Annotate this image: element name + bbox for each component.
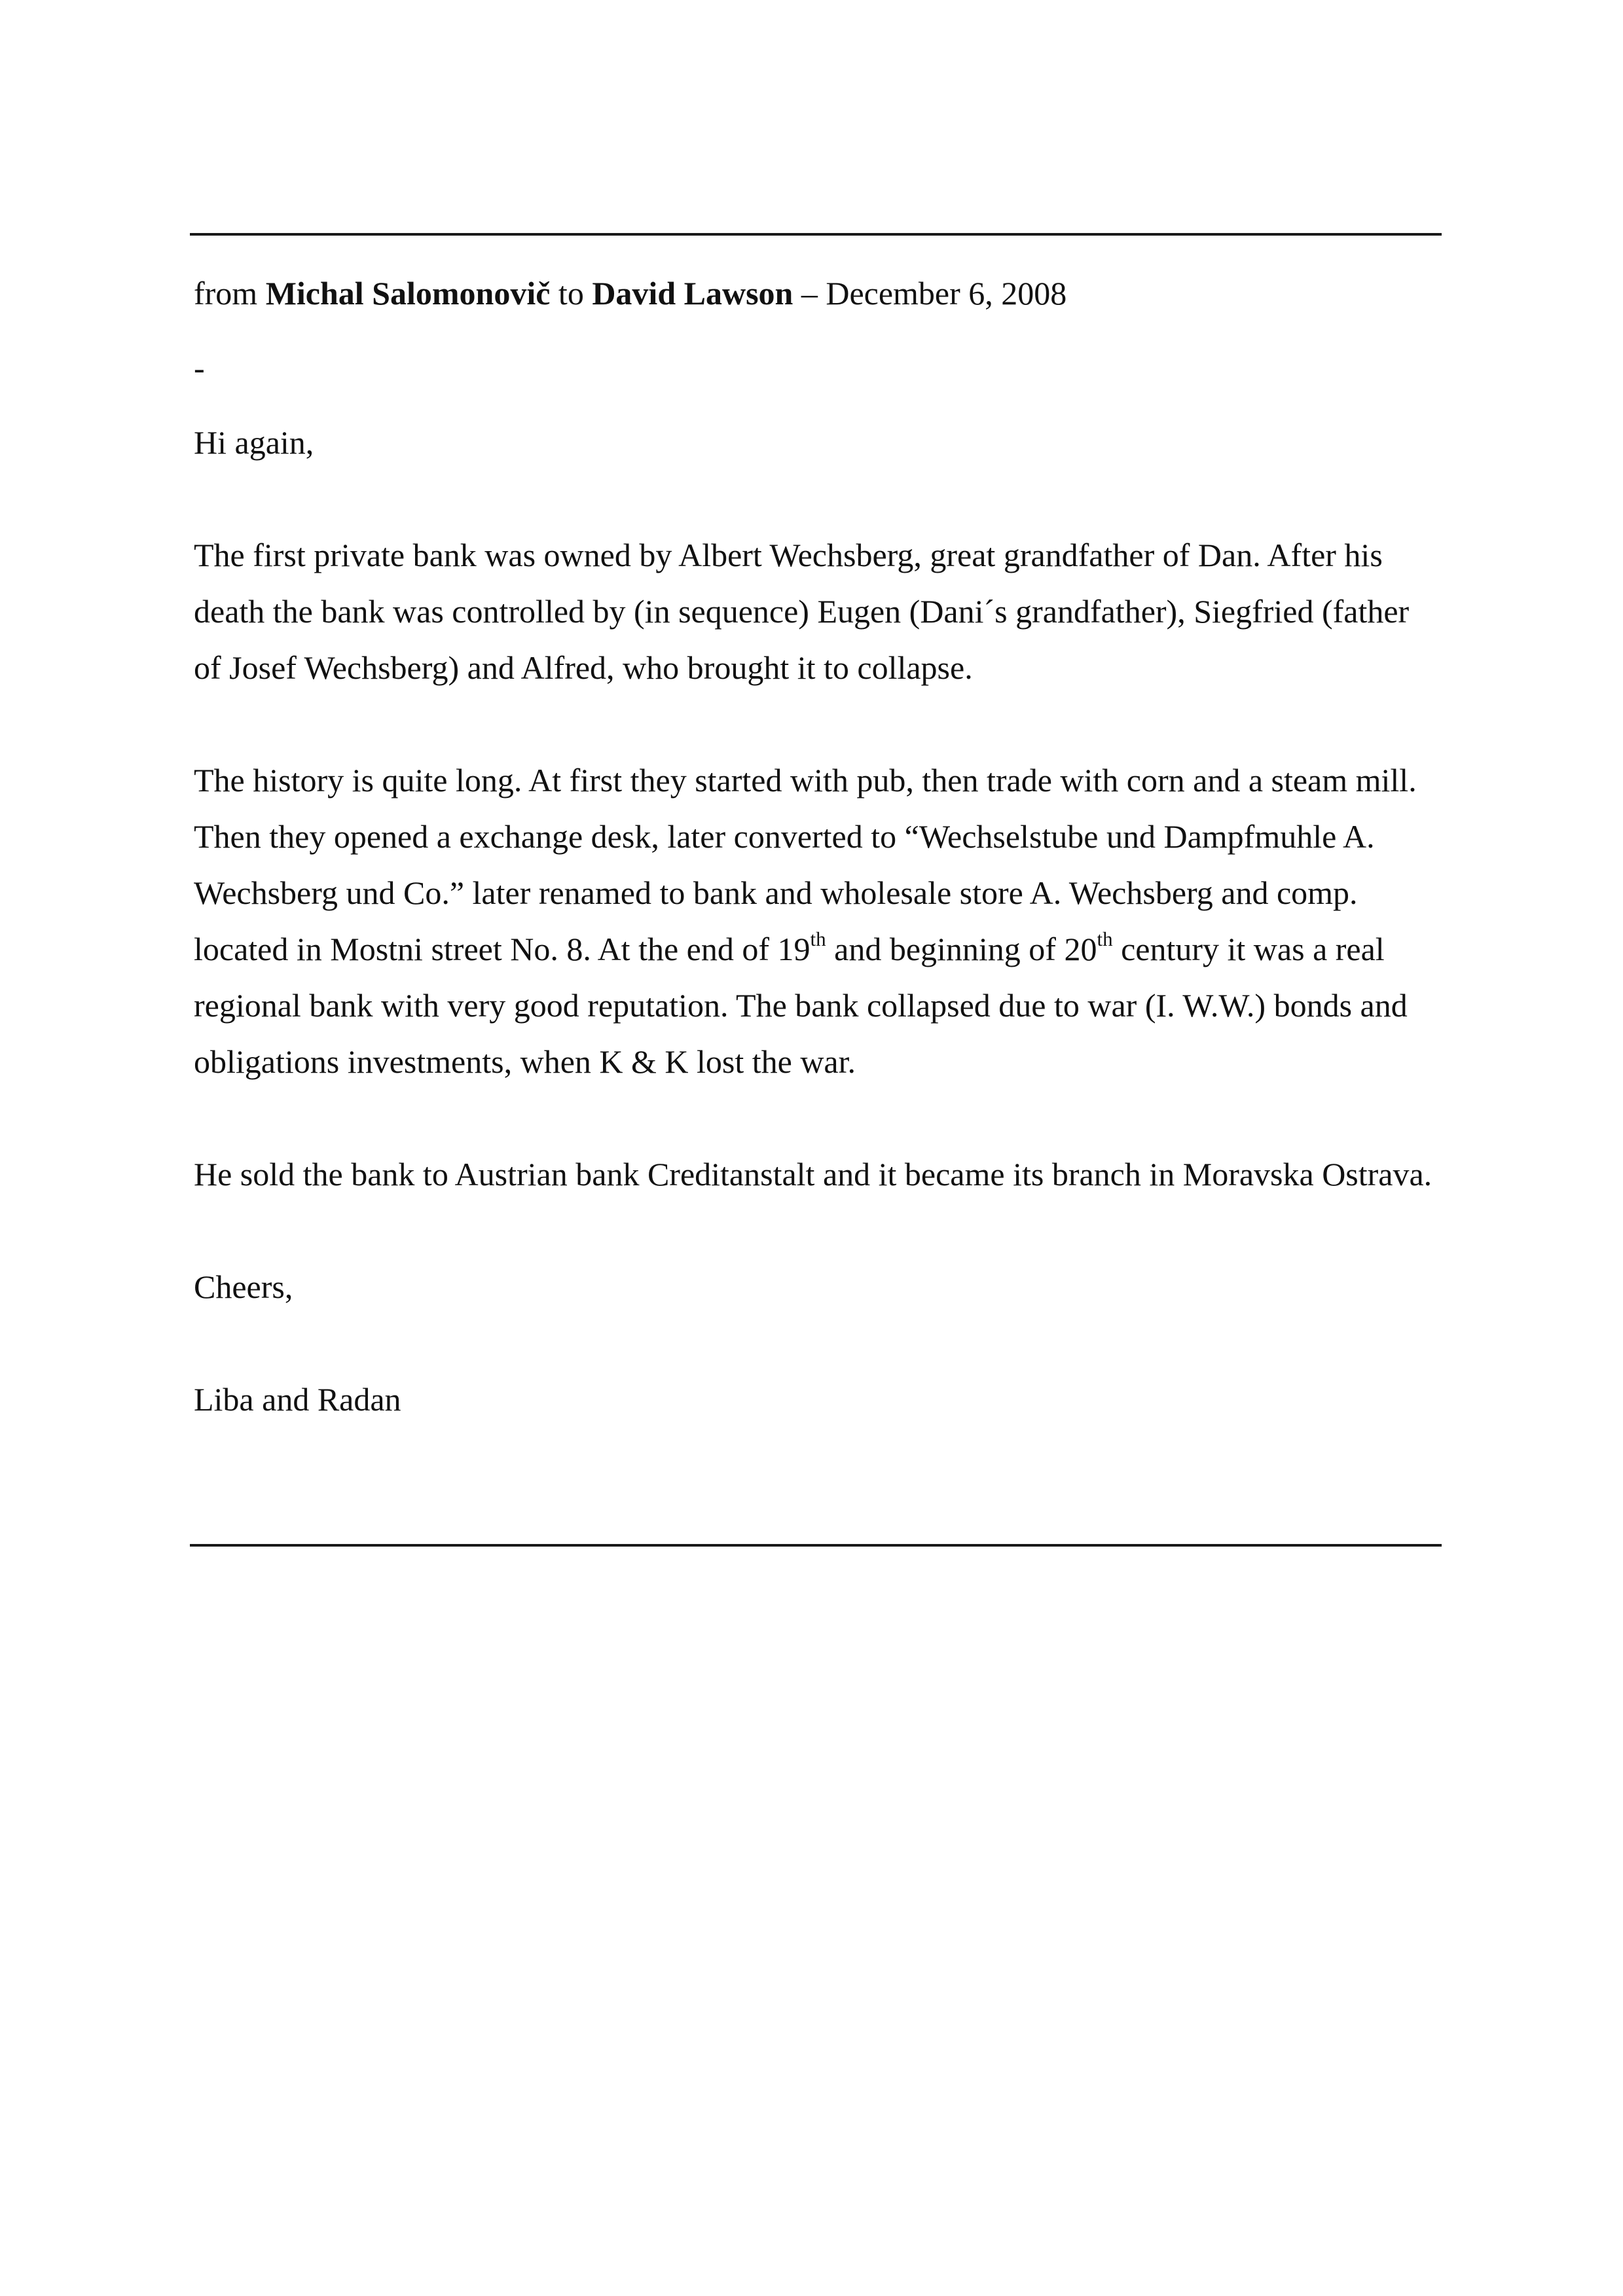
recipient-name: David Lawson xyxy=(592,275,793,312)
closing: Cheers, xyxy=(194,1268,293,1305)
letter-body xyxy=(194,265,1438,1427)
bottom-divider xyxy=(190,1544,1442,1547)
paragraph-1: The first private bank was owned by Albert Wechsberg, great grandfather of Dan. After his death the bank was controlled by (in sequence) Eugen (Dani´s grandfather), Siegfried (father of Josef Wechsberg) and Alfred, who brought it to collapse. xyxy=(194,537,1410,686)
greeting: Hi again, xyxy=(194,424,314,461)
signature: Liba and Radan xyxy=(194,1381,401,1418)
letter-header xyxy=(194,265,1438,321)
paragraph-2-part-3: century it was a real regional bank with very good reputation. The bank collapsed due to war (I. W.W.) bonds and obligations investments, when K & K lost the war. xyxy=(194,931,1408,1080)
paragraph-2-part-2: and beginning of 20 xyxy=(826,931,1097,967)
paragraph-3: He sold the bank to Austrian bank Creditanstalt and it became its branch in Moravska Ostrava. xyxy=(194,1156,1432,1193)
paragraph-2 xyxy=(194,752,1438,1090)
superscript-th-2: th xyxy=(1097,927,1113,951)
to-word: to xyxy=(550,275,593,312)
superscript-th-1: th xyxy=(810,927,826,951)
from-prefix: from xyxy=(194,275,266,312)
paragraph-2-part-1: The history is quite long. At first they started with pub, then trade with corn and a steam mill. Then they opened a exchange desk, later converted to “Wechselstube und Dampfmuhle A. Wechsberg und Co.” later renamed to bank and wholesale store A. Wechsberg and comp. located in Mostni street No. 8. At the end of 19 xyxy=(194,762,1417,967)
top-divider xyxy=(190,233,1442,236)
separator-dash: - xyxy=(194,350,205,386)
sender-name: Michal Salomonovič xyxy=(265,275,551,312)
letter-date: – December 6, 2008 xyxy=(793,275,1067,312)
